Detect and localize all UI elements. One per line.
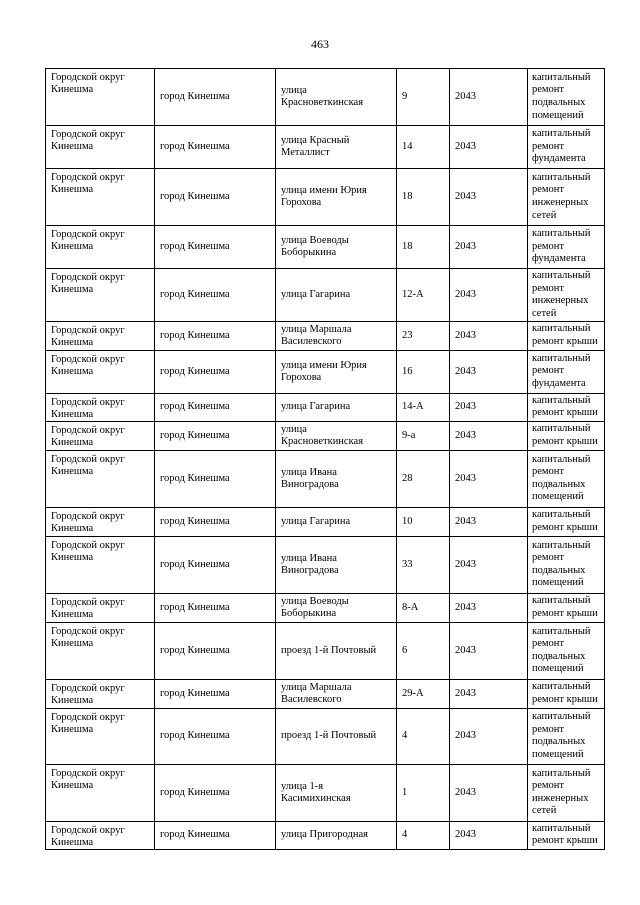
table-row xyxy=(46,421,605,450)
city-cell: город Кинешма xyxy=(155,450,276,507)
city-cell: город Кинешма xyxy=(155,507,276,536)
street-cell: улица имени Юрия Горохова xyxy=(276,169,397,226)
region-cell: Городской округ Кинешма xyxy=(46,322,155,350)
city-cell: город Кинешма xyxy=(155,126,276,169)
work-type-cell: капитальный ремонт фундамента xyxy=(528,126,605,169)
work-type-cell: капитальный ремонт крыши xyxy=(528,593,605,622)
region-cell: Городской округ Кинешма xyxy=(46,764,155,821)
work-type-cell: капитальный ремонт инженерных сетей xyxy=(528,269,605,322)
year-cell: 2043 xyxy=(450,169,528,226)
table-row xyxy=(46,269,605,322)
street-cell: улица Красноветкинская xyxy=(276,69,397,126)
year-cell: 2043 xyxy=(450,393,528,421)
work-type-cell: капитальный ремонт фундамента xyxy=(528,350,605,393)
house-cell: 6 xyxy=(397,622,450,679)
year-cell: 2043 xyxy=(450,421,528,450)
region-cell: Городской округ Кинешма xyxy=(46,126,155,169)
work-type-cell: капитальный ремонт крыши xyxy=(528,393,605,421)
city-cell: город Кинешма xyxy=(155,69,276,126)
house-cell: 10 xyxy=(397,507,450,536)
work-type-cell: капитальный ремонт инженерных сетей xyxy=(528,169,605,226)
street-cell: проезд 1-й Почтовый xyxy=(276,622,397,679)
table-row xyxy=(46,322,605,350)
house-cell: 33 xyxy=(397,536,450,593)
region-cell: Городской округ Кинешма xyxy=(46,507,155,536)
street-cell: улица Красноветкинская xyxy=(276,421,397,450)
work-type-cell: капитальный ремонт фундамента xyxy=(528,226,605,269)
year-cell: 2043 xyxy=(450,679,528,708)
work-type-cell: капитальный ремонт подвальных помещений xyxy=(528,69,605,126)
table-row xyxy=(46,622,605,679)
house-cell: 29-А xyxy=(397,679,450,708)
work-type-cell: капитальный ремонт подвальных помещений xyxy=(528,450,605,507)
street-cell: улица Маршала Василевского xyxy=(276,322,397,350)
region-cell: Городской округ Кинешма xyxy=(46,593,155,622)
work-type-cell: капитальный ремонт подвальных помещений xyxy=(528,536,605,593)
table-row xyxy=(46,764,605,821)
region-cell: Городской округ Кинешма xyxy=(46,679,155,708)
year-cell: 2043 xyxy=(450,708,528,764)
region-cell: Городской округ Кинешма xyxy=(46,69,155,126)
year-cell: 2043 xyxy=(450,226,528,269)
house-cell: 12-А xyxy=(397,269,450,322)
city-cell: город Кинешма xyxy=(155,708,276,764)
work-type-cell: капитальный ремонт подвальных помещений xyxy=(528,622,605,679)
house-cell: 9-а xyxy=(397,421,450,450)
table-row xyxy=(46,393,605,421)
table-row xyxy=(46,507,605,536)
street-cell: улица Воеводы Боборыкина xyxy=(276,226,397,269)
year-cell: 2043 xyxy=(450,764,528,821)
year-cell: 2043 xyxy=(450,821,528,849)
work-type-cell: капитальный ремонт крыши xyxy=(528,507,605,536)
work-type-cell: капитальный ремонт крыши xyxy=(528,421,605,450)
page-number: 463 xyxy=(311,37,329,51)
table-row xyxy=(46,226,605,269)
street-cell: улица Гагарина xyxy=(276,507,397,536)
year-cell: 2043 xyxy=(450,622,528,679)
street-cell: улица Пригородная xyxy=(276,821,397,849)
work-type-cell: капитальный ремонт крыши xyxy=(528,679,605,708)
house-cell: 8-А xyxy=(397,593,450,622)
street-cell: улица 1-я Касимихинская xyxy=(276,764,397,821)
year-cell: 2043 xyxy=(450,126,528,169)
street-cell: улица Маршала Василевского xyxy=(276,679,397,708)
street-cell: улица Ивана Виноградова xyxy=(276,450,397,507)
house-cell: 1 xyxy=(397,764,450,821)
city-cell: город Кинешма xyxy=(155,421,276,450)
house-cell: 14 xyxy=(397,126,450,169)
street-cell: улица Воеводы Боборыкина xyxy=(276,593,397,622)
table-row xyxy=(46,708,605,764)
city-cell: город Кинешма xyxy=(155,679,276,708)
year-cell: 2043 xyxy=(450,350,528,393)
work-type-cell: капитальный ремонт инженерных сетей xyxy=(528,764,605,821)
city-cell: город Кинешма xyxy=(155,821,276,849)
repair-schedule-table xyxy=(45,68,605,850)
region-cell: Городской округ Кинешма xyxy=(46,821,155,849)
city-cell: город Кинешма xyxy=(155,593,276,622)
city-cell: город Кинешма xyxy=(155,393,276,421)
street-cell: улица имени Юрия Горохова xyxy=(276,350,397,393)
region-cell: Городской округ Кинешма xyxy=(46,269,155,322)
region-cell: Городской округ Кинешма xyxy=(46,393,155,421)
table-row xyxy=(46,536,605,593)
year-cell: 2043 xyxy=(450,593,528,622)
house-cell: 28 xyxy=(397,450,450,507)
region-cell: Городской округ Кинешма xyxy=(46,169,155,226)
city-cell: город Кинешма xyxy=(155,322,276,350)
street-cell: улица Ивана Виноградова xyxy=(276,536,397,593)
year-cell: 2043 xyxy=(450,536,528,593)
table-row xyxy=(46,593,605,622)
year-cell: 2043 xyxy=(450,507,528,536)
table-row xyxy=(46,350,605,393)
house-cell: 4 xyxy=(397,708,450,764)
street-cell: улица Красный Металлист xyxy=(276,126,397,169)
house-cell: 4 xyxy=(397,821,450,849)
city-cell: город Кинешма xyxy=(155,350,276,393)
work-type-cell: капитальный ремонт подвальных помещений xyxy=(528,708,605,764)
table-row xyxy=(46,126,605,169)
year-cell: 2043 xyxy=(450,322,528,350)
region-cell: Городской округ Кинешма xyxy=(46,421,155,450)
house-cell: 16 xyxy=(397,350,450,393)
city-cell: город Кинешма xyxy=(155,622,276,679)
table-row xyxy=(46,821,605,849)
region-cell: Городской округ Кинешма xyxy=(46,536,155,593)
region-cell: Городской округ Кинешма xyxy=(46,622,155,679)
street-cell: улица Гагарина xyxy=(276,393,397,421)
year-cell: 2043 xyxy=(450,69,528,126)
year-cell: 2043 xyxy=(450,450,528,507)
city-cell: город Кинешма xyxy=(155,226,276,269)
year-cell: 2043 xyxy=(450,269,528,322)
house-cell: 23 xyxy=(397,322,450,350)
city-cell: город Кинешма xyxy=(155,169,276,226)
city-cell: город Кинешма xyxy=(155,536,276,593)
table-row xyxy=(46,679,605,708)
house-cell: 14-А xyxy=(397,393,450,421)
city-cell: город Кинешма xyxy=(155,269,276,322)
work-type-cell: капитальный ремонт крыши xyxy=(528,322,605,350)
house-cell: 18 xyxy=(397,226,450,269)
table-row xyxy=(46,169,605,226)
region-cell: Городской округ Кинешма xyxy=(46,450,155,507)
city-cell: город Кинешма xyxy=(155,764,276,821)
region-cell: Городской округ Кинешма xyxy=(46,226,155,269)
house-cell: 9 xyxy=(397,69,450,126)
region-cell: Городской округ Кинешма xyxy=(46,350,155,393)
table-row xyxy=(46,450,605,507)
region-cell: Городской округ Кинешма xyxy=(46,708,155,764)
street-cell: проезд 1-й Почтовый xyxy=(276,708,397,764)
street-cell: улица Гагарина xyxy=(276,269,397,322)
table-row xyxy=(46,69,605,126)
work-type-cell: капитальный ремонт крыши xyxy=(528,821,605,849)
house-cell: 18 xyxy=(397,169,450,226)
